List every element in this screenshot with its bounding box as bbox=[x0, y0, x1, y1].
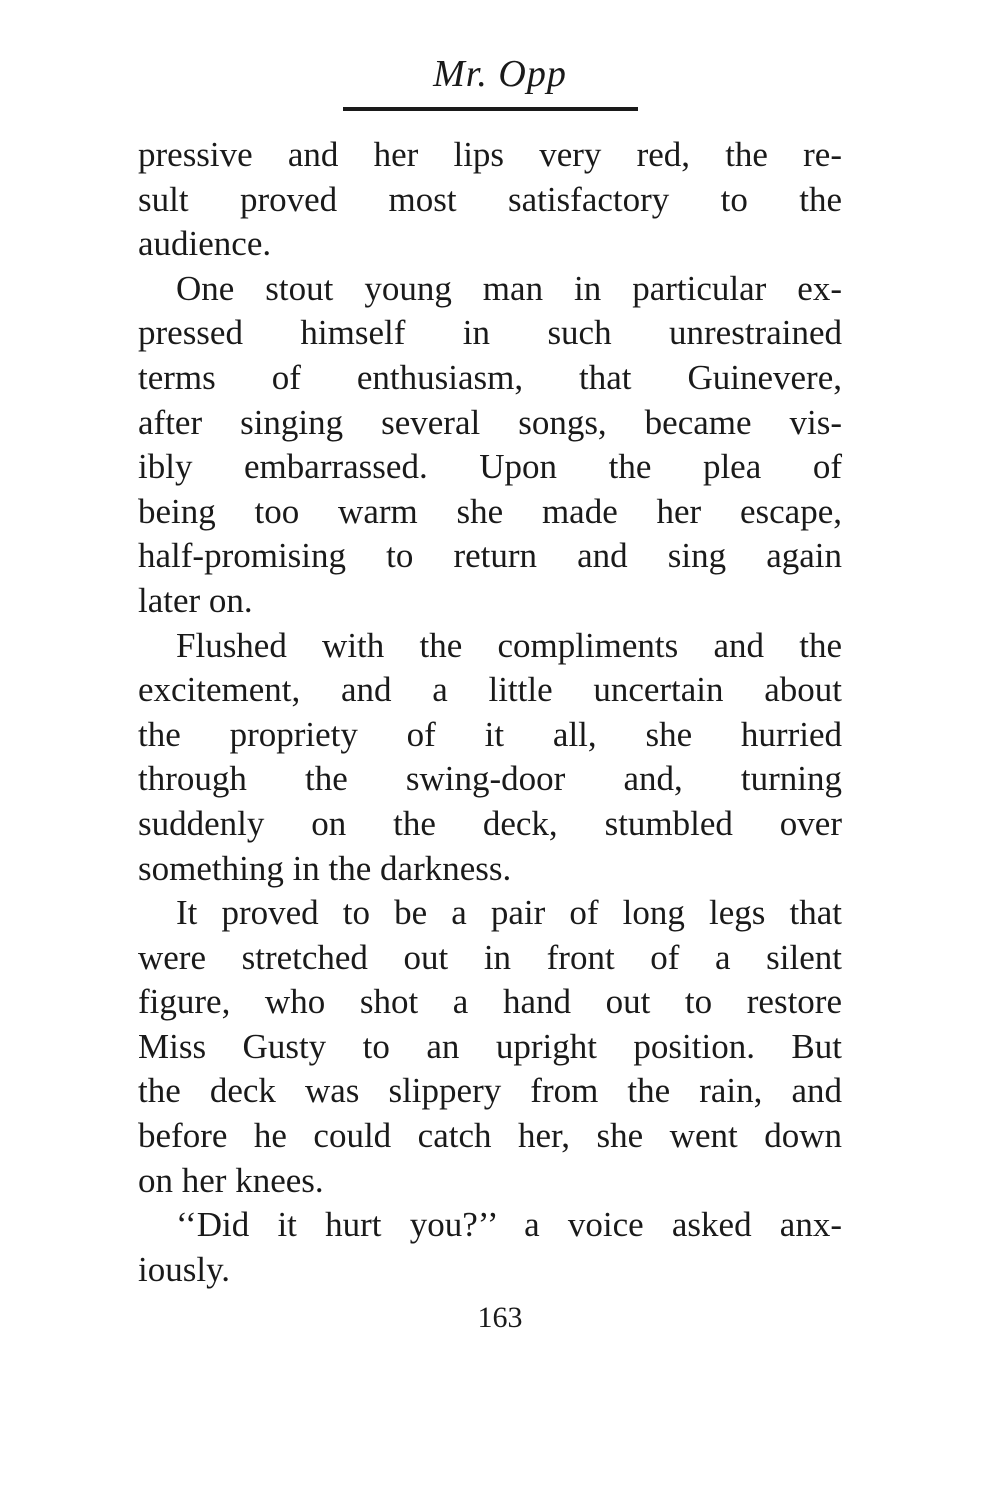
text-line: iously. bbox=[138, 1249, 231, 1289]
text-line: ibly embarrassed. Upon the plea of bbox=[138, 447, 842, 487]
text-line: Miss Gusty to an upright position. But bbox=[138, 1026, 842, 1066]
paragraph-3 bbox=[138, 624, 842, 892]
text-line: Flushed with the compliments and the bbox=[176, 625, 842, 665]
header-rule bbox=[343, 107, 638, 111]
text-line: the deck was slippery from the rain, and bbox=[138, 1071, 842, 1111]
text-line: half-promising to return and sing again bbox=[138, 536, 842, 576]
paragraph-1 bbox=[138, 133, 842, 267]
paragraph-4 bbox=[138, 891, 842, 1203]
text-line: suddenly on the deck, stumbled over bbox=[138, 803, 842, 843]
text-line: figure, who shot a hand out to restore bbox=[138, 982, 842, 1022]
body-text bbox=[138, 133, 842, 1292]
text-line: after singing several songs, became vis- bbox=[138, 402, 842, 442]
text-line: One stout young man in particular ex- bbox=[176, 268, 842, 308]
text-line: on her knees. bbox=[138, 1160, 324, 1200]
text-line: were stretched out in front of a silent bbox=[138, 937, 842, 977]
text-line: pressed himself in such unrestrained bbox=[138, 313, 842, 353]
text-line: the propriety of it all, she hurried bbox=[138, 714, 842, 754]
text-line: later on. bbox=[138, 580, 253, 620]
text-line: being too warm she made her escape, bbox=[138, 491, 842, 531]
text-line: through the swing-door and, turning bbox=[138, 759, 842, 799]
text-line: pressive and her lips very red, the re- bbox=[138, 135, 842, 174]
text-line: ‘‘Did it hurt you?’’ a voice asked anx- bbox=[176, 1205, 842, 1245]
text-line: It proved to be a pair of long legs that bbox=[176, 893, 842, 933]
text-line: something in the darkness. bbox=[138, 848, 512, 888]
paragraph-2 bbox=[138, 267, 842, 624]
text-line: before he could catch her, she went down bbox=[138, 1116, 842, 1156]
paragraph-5 bbox=[138, 1203, 842, 1292]
running-head: Mr. Opp bbox=[433, 53, 567, 95]
text-line: audience. bbox=[138, 224, 272, 264]
text-line: terms of enthusiasm, that Guinevere, bbox=[138, 357, 842, 397]
page-number: 163 bbox=[477, 1301, 523, 1334]
text-line: excitement, and a little uncertain about bbox=[138, 670, 842, 710]
text-line: sult proved most satisfactory to the bbox=[138, 179, 842, 219]
